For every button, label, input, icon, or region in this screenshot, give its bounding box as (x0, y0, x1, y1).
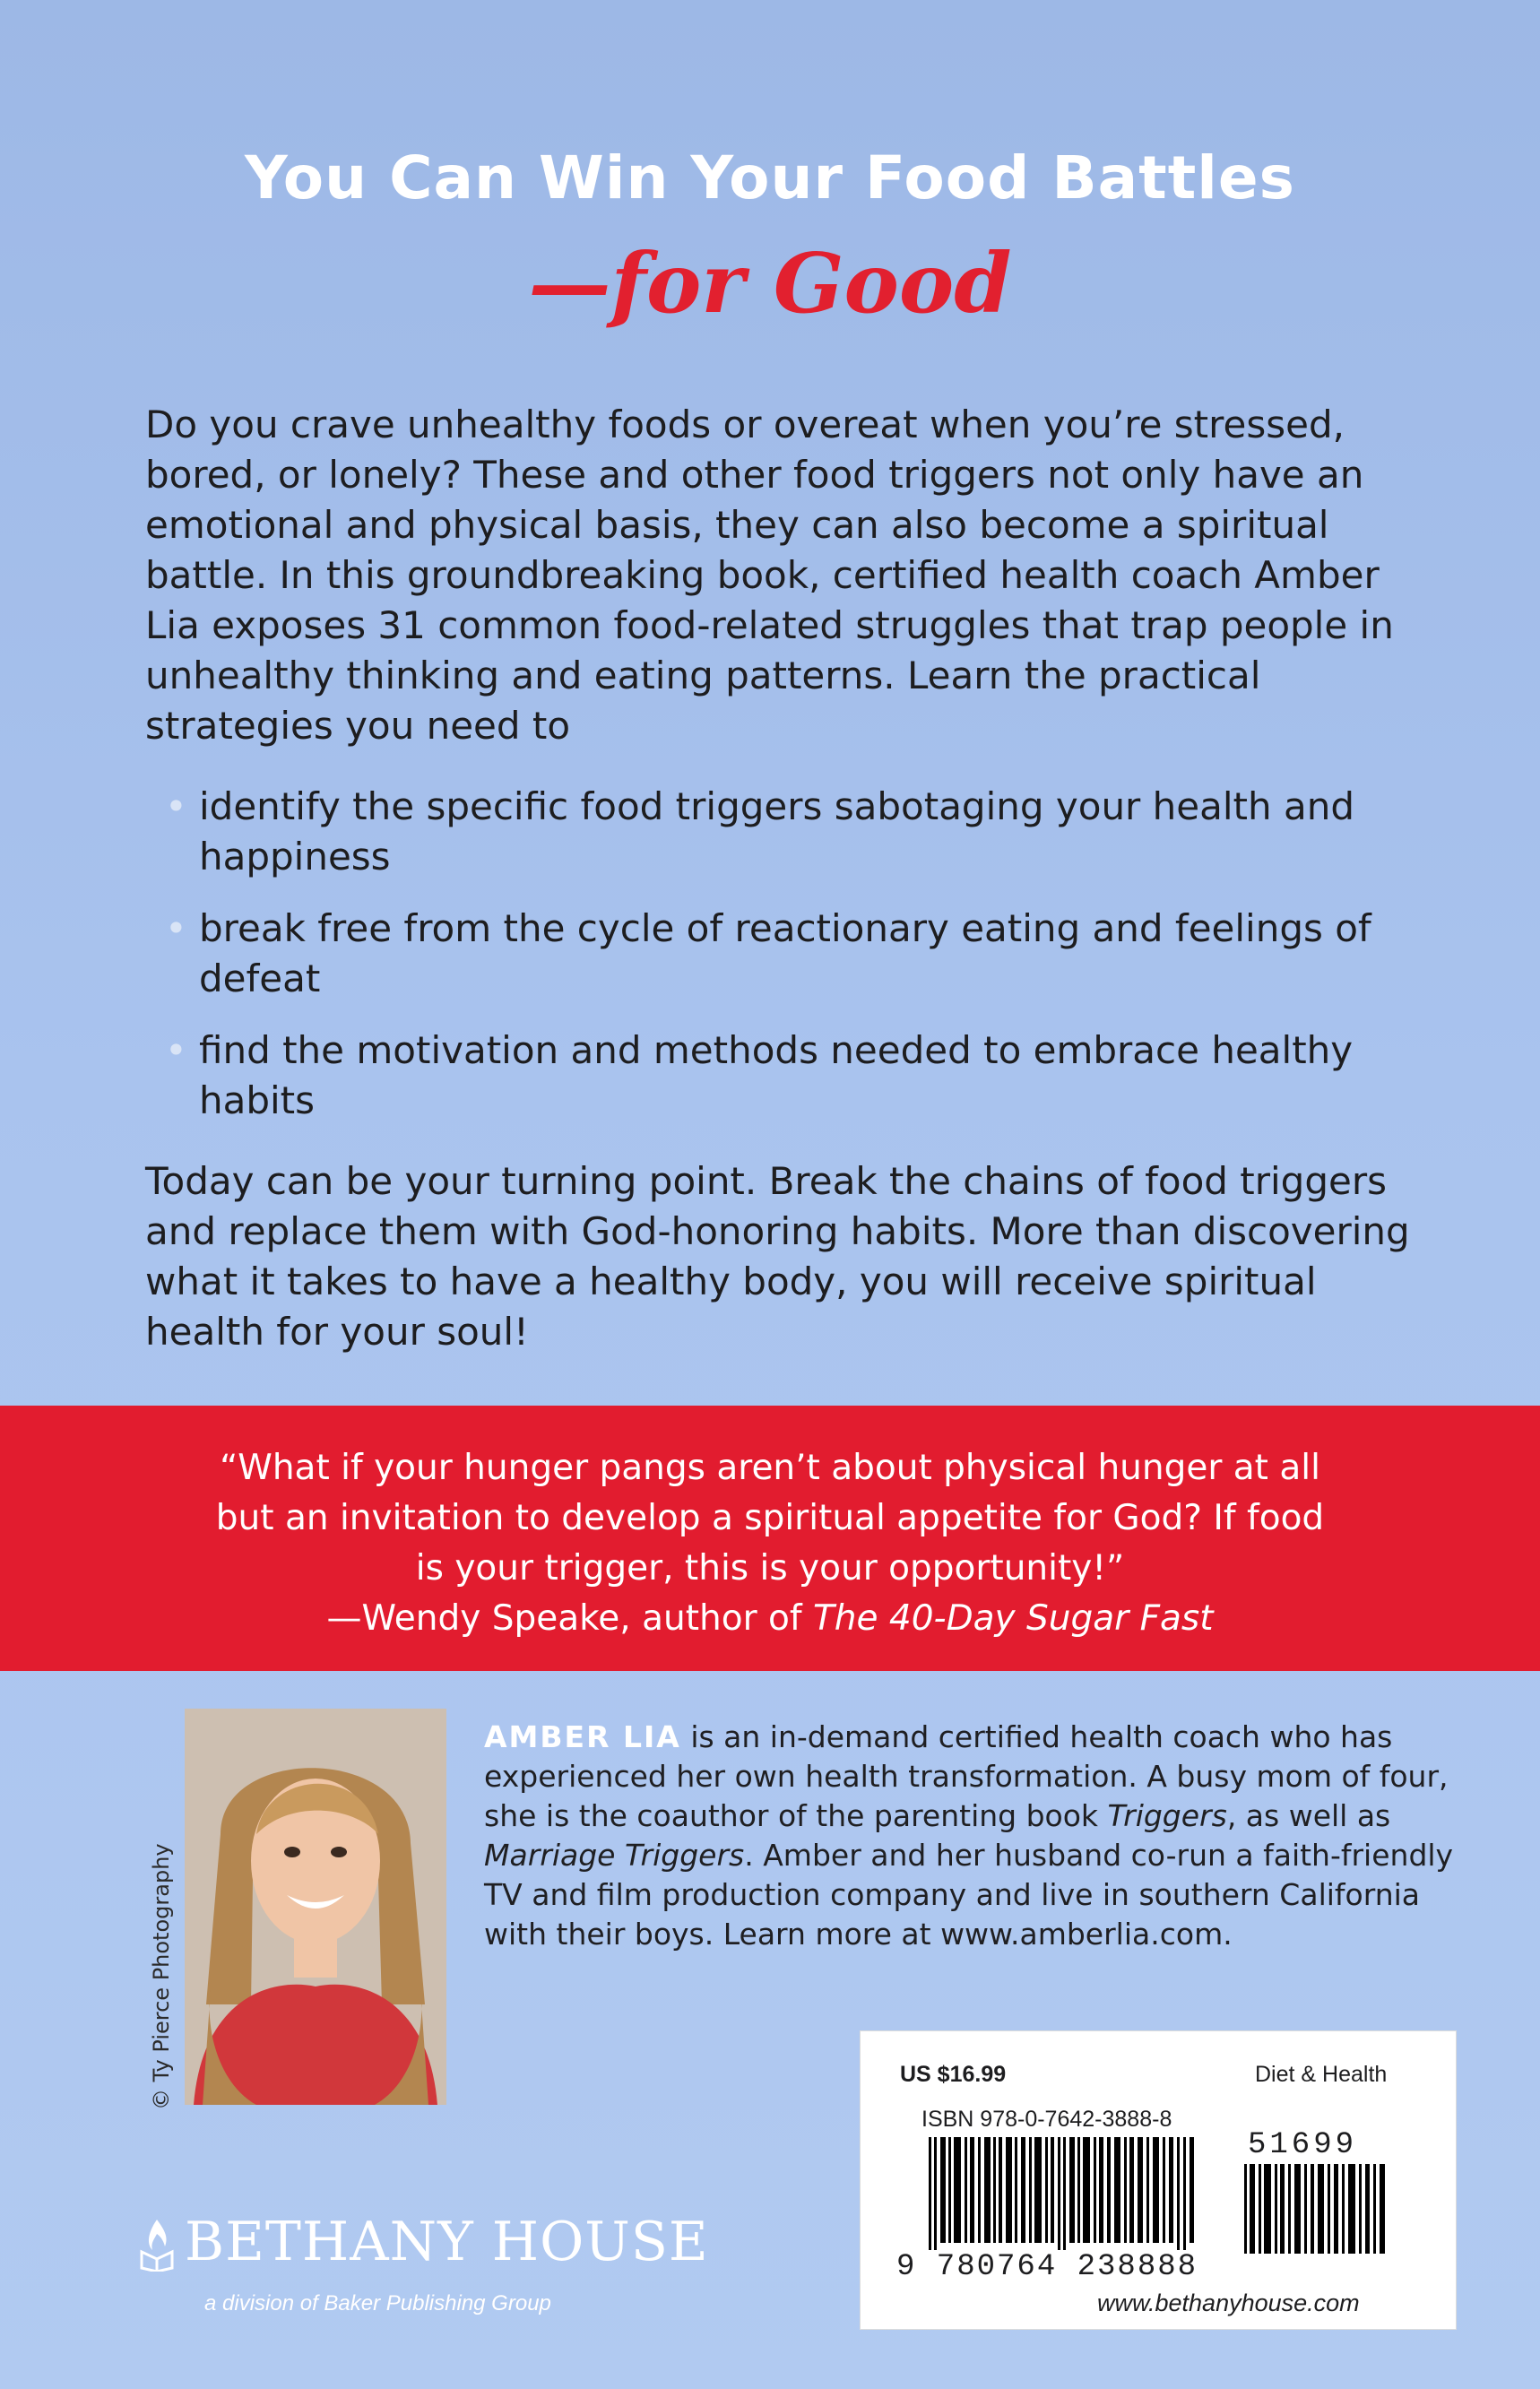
ean-digits: 9 780764 238888 (896, 2250, 1198, 2284)
bullet-icon: • (165, 1028, 187, 1072)
headline: You Can Win Your Food Battles (245, 143, 1295, 212)
author-portrait-illustration (185, 1709, 446, 2105)
bullet-list (165, 782, 1418, 1147)
barcode-bars (929, 2137, 1194, 2250)
bullet-icon: • (165, 906, 187, 950)
category-label: Diet & Health (1255, 2062, 1388, 2087)
photo-credit: © Ty Pierce Photography (149, 1843, 174, 2110)
author-bio: AMBER LIA is an in-demand certified health coach who has experienced her own health transformation. A busy mom of four, she is the coauthor of the parenting book Triggers, as well as Marriage Triggers. Amber and her husband co-run a faith-friendly TV and film production company and live in southern California with their boys. Learn more at www.amberlia.com. (484, 1719, 1454, 1952)
author-photo (185, 1709, 446, 2105)
isbn-label: ISBN 978-0-7642-3888-8 (921, 2107, 1172, 2132)
barcode-box (861, 2031, 1456, 2329)
price-label: US $16.99 (900, 2062, 1007, 2087)
publisher-name: BETHANY HOUSE (185, 2211, 709, 2273)
bullet-icon: • (165, 784, 187, 828)
author-name: AMBER LIA (484, 1719, 681, 1754)
publisher-website: www.bethanyhouse.com (1097, 2289, 1360, 2316)
subhead: —for Good (528, 235, 1012, 332)
quote-text: “What if your hunger pangs aren’t about physical hunger at all but an invitation to develop a spiritual appetite for God? If food is your trigger, this is your opportunity!” (215, 1448, 1325, 1588)
list-item: • break free from the cycle of reactionary eating and feelings of defeat (199, 904, 1418, 1004)
flame-book-icon (138, 2218, 176, 2272)
supplement-barcode-bars (1244, 2164, 1389, 2254)
quote-attribution: —Wendy Speake, author of The 40-Day Sugar Fast (326, 1598, 1214, 1639)
endorsement-quote (215, 1443, 1325, 1644)
closing-paragraph: Today can be your turning point. Break the chains of food triggers and replace them with God-honoring habits. More than discovering what it takes to have a healthy body, you will receive spiritual health for your soul! (145, 1159, 1410, 1354)
supplement-digits: 51699 (1248, 2128, 1358, 2162)
list-item: • identify the specific food triggers sabotaging your health and happiness (199, 782, 1418, 882)
publisher-division: a division of Baker Publishing Group (204, 2291, 551, 2315)
quote-band (0, 1406, 1540, 1671)
list-item: • find the motivation and methods needed to embrace healthy habits (199, 1026, 1418, 1126)
intro-paragraph: Do you crave unhealthy foods or overeat when you’re stressed, bored, or lonely? These and other food triggers not only have an emotional and physical basis, they can also become a spiritual battle. In this groundbreaking book, certified health coach Amber Lia exposes 31 common food-related struggles that trap people in unhealthy thinking and eating patterns. Learn the practical strategies you need to (145, 402, 1394, 748)
